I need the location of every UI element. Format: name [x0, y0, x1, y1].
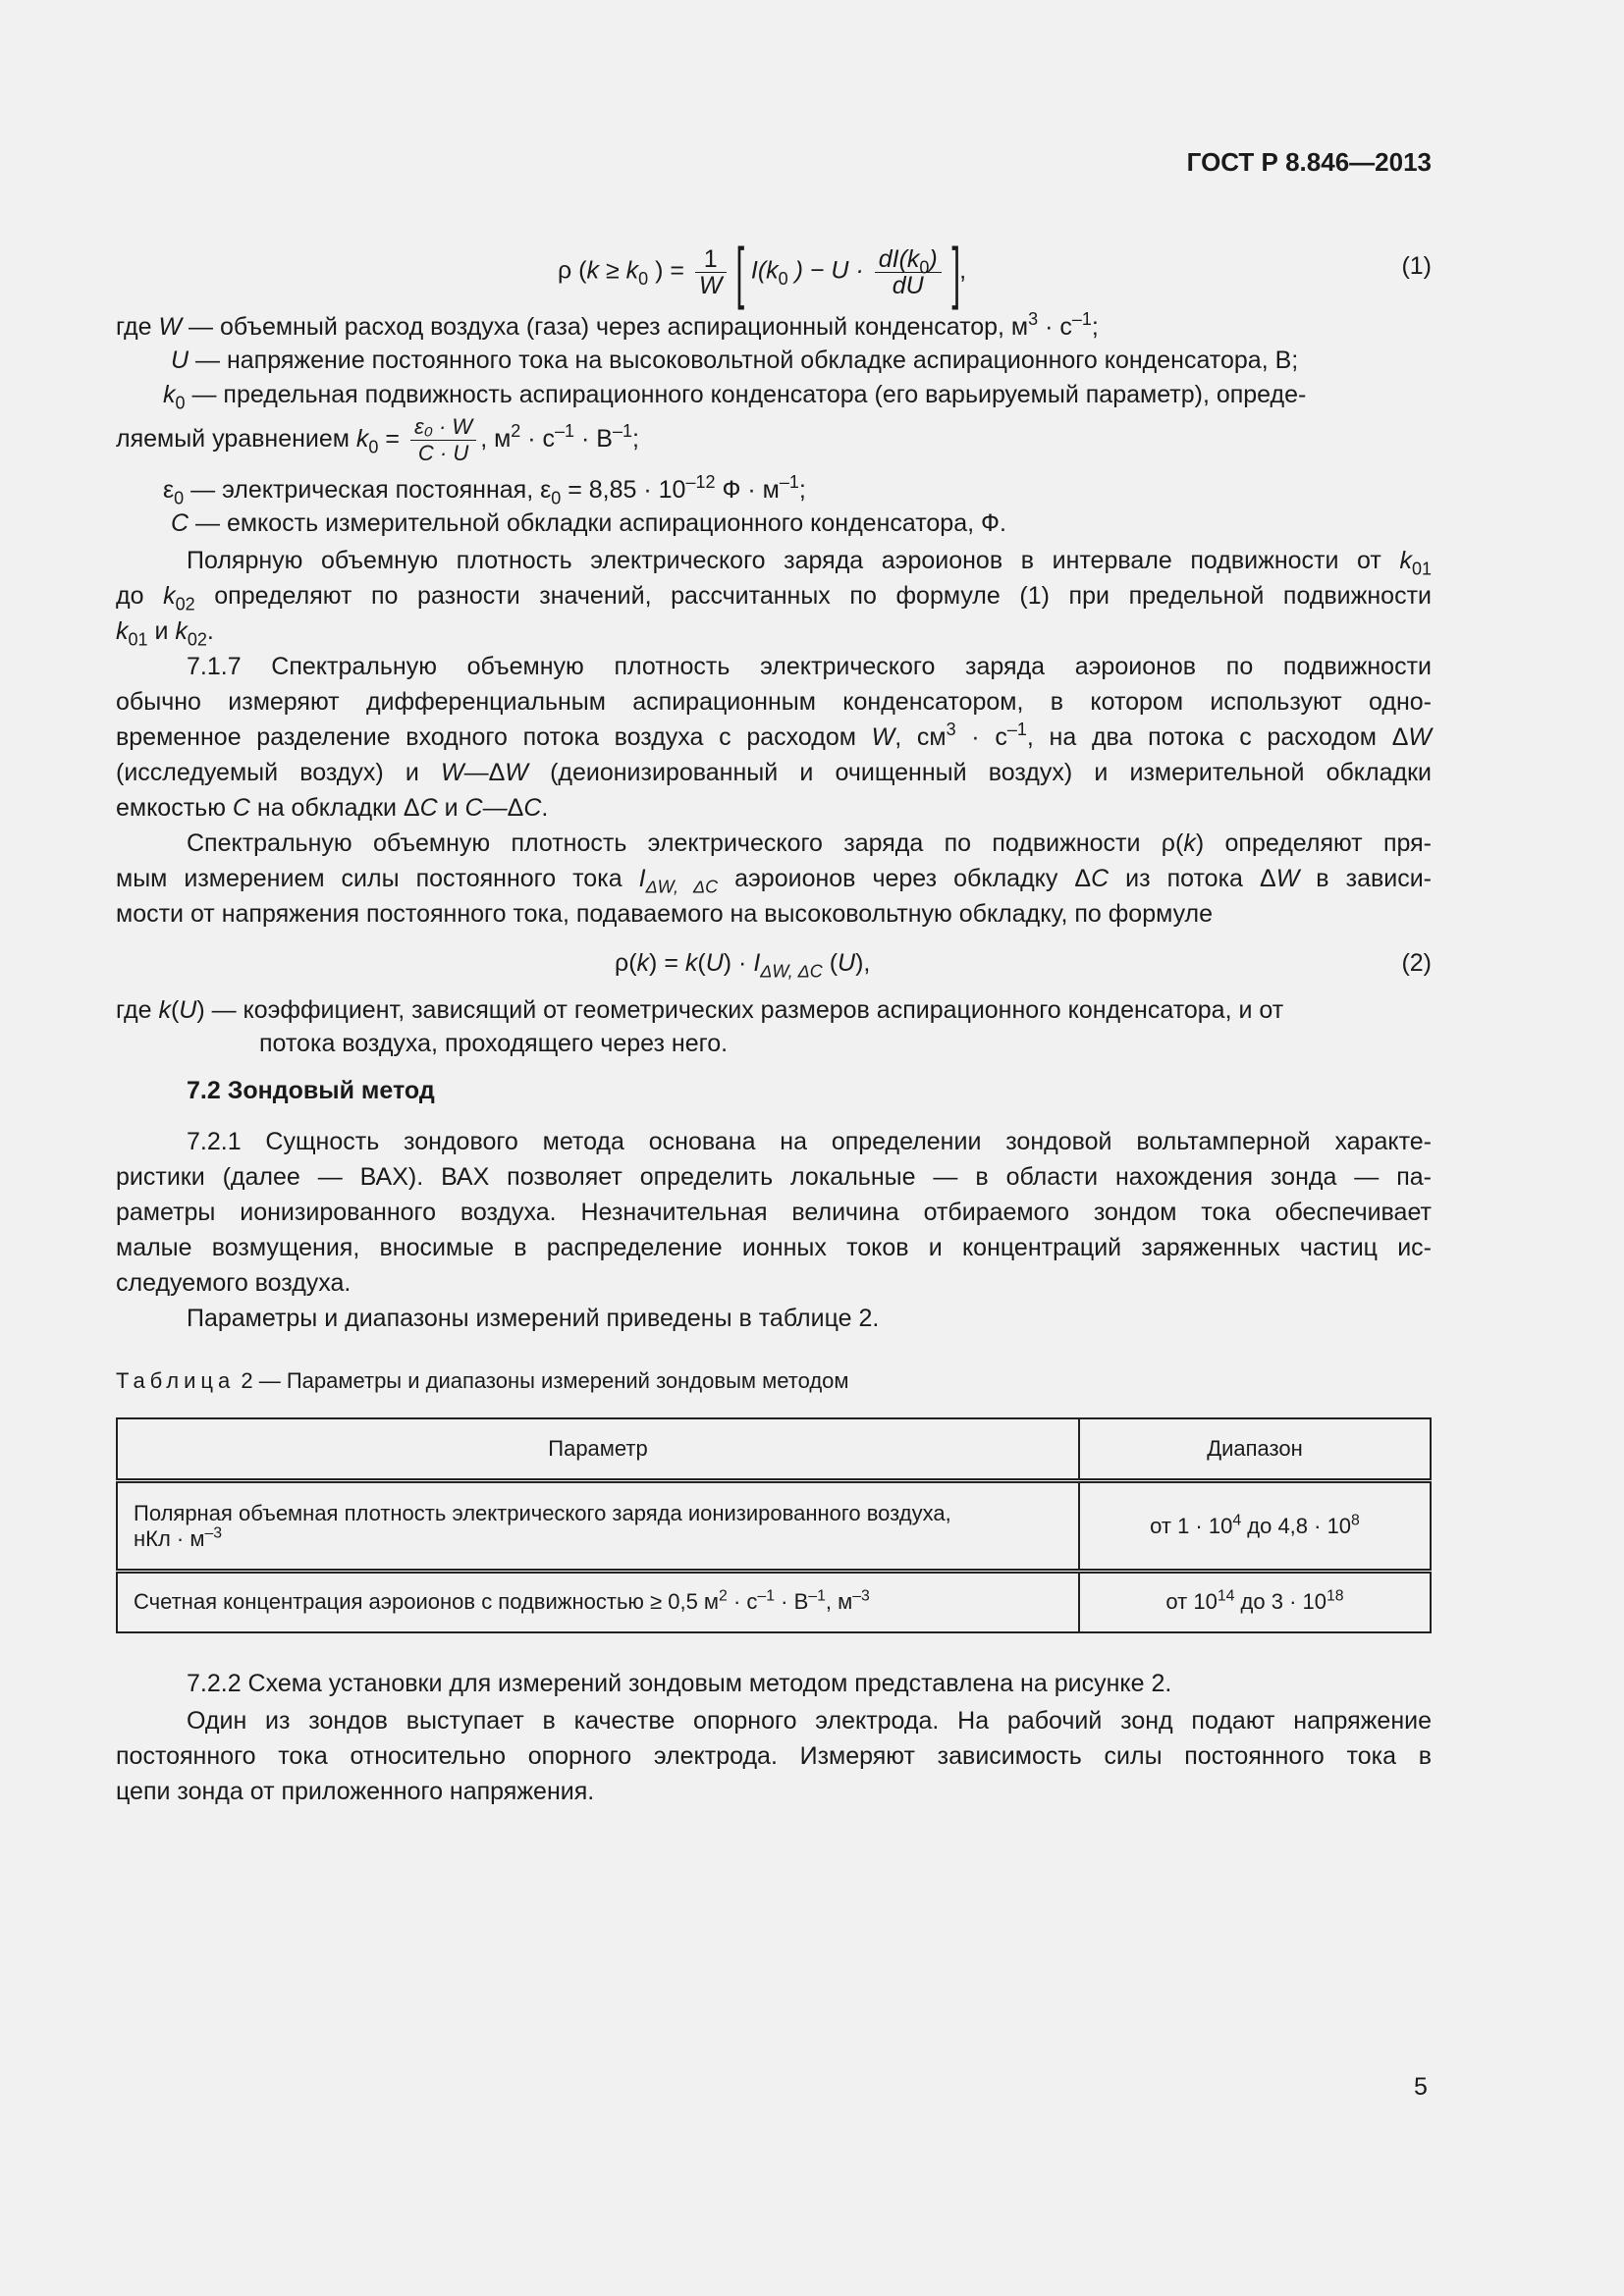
para-params: Параметры и диапазоны измерений приведены в таблице 2. — [187, 1305, 880, 1332]
table-cell-param: Полярная объемная плотность электрического заряда ионизированного воздуха, нКл · $м^{-3}$ — [117, 1481, 1079, 1572]
f1-fraction — [695, 246, 727, 298]
para-717-line2: обычно измеряют дифференциальным аспирационным конденсатором, в котором используют одно- — [116, 688, 1432, 716]
para-717-line1: 7.1.7 Спектральную объемную плотность электрического заряда аэроионов по подвижности — [187, 653, 1432, 680]
table-cell-param: Счетная концентрация аэроионов с подвижностью ≥ 0,5 $м^2 \cdot с^{-1} \cdot В^{-1}$, $м^{-3}$ — [117, 1572, 1079, 1632]
legend-k0-equation: ляемый уравнением $k_0$ = $\frac{\text{ε₀ · W}}{C \cdot U}$ , $м^2 \cdot с^{-1} \cdot В^{-1}$; — [116, 414, 639, 465]
para-spec-line1: Спектральную объемную плотность электрического заряда по подвижности ρ(k) определяют пря- — [187, 829, 1432, 857]
f1-frac-den: W — [698, 271, 723, 299]
legend-k-u: где k(U) — коэффициент, зависящий от геометрических размеров аспирационного конденсатора, и от — [116, 996, 1284, 1024]
table-header-range: Диапазон — [1079, 1418, 1431, 1481]
para-721-line4: малые возмущения, вносимые в распределение ионных токов и концентраций заряженных частиц ис- — [116, 1234, 1432, 1261]
formula-1-number: (1) — [1401, 252, 1432, 280]
f1-I: I — [750, 256, 758, 285]
f1-derivative — [875, 246, 942, 298]
table-cell-range: от $1 \cdot 10^4$ до $4,8 \cdot 10^8$ — [1079, 1481, 1431, 1572]
f1-I-arg: (k — [757, 256, 779, 285]
f1-d-num-sub: 0 — [919, 256, 930, 277]
legend-k-u-line2: потока воздуха, проходящего через него. — [259, 1030, 729, 1057]
para-721-line5: следуемого воздуха. — [116, 1269, 352, 1297]
f1-d-num: dI(k — [878, 244, 920, 273]
legend-w: где W — объемный расход воздуха (газа) через аспирационный конденсатор, $м^3 \cdot с^{-1}$; — [116, 309, 1099, 341]
para-717-line3: временное разделение входного потока воздуха с расходом W, $см^3 \cdot с^{-1}$, на два потока с расходом ΔW — [116, 720, 1432, 751]
k0-fraction: $\frac{\text{ε₀ · W}}{C \cdot U}$ — [410, 414, 476, 466]
formula-2-number: (2) — [1401, 949, 1432, 977]
para-spec-line3: мости от напряжения постоянного тока, подаваемого на высоковольтную обкладку, по формуле — [116, 900, 1214, 928]
f1-rho: ρ ( — [558, 256, 587, 285]
f1-I-arg-sub: 0 — [778, 268, 788, 289]
para-722-line3: постоянного тока относительно опорного электрода. Измеряют зависимость силы постоянного тока в — [116, 1742, 1432, 1770]
table-cell-range: от $10^{14}$ до $3 \cdot 10^{18}$ — [1079, 1572, 1431, 1632]
para-spec-line2: мым измерением силы постоянного тока $I_{\Delta W, \Delta C}$ аэроионов через обкладку ΔC из потока ΔW в зависи- — [116, 865, 1433, 897]
table-row — [117, 1481, 1431, 1572]
f1-tail: , — [959, 256, 967, 285]
formula-1 — [116, 232, 1432, 310]
f1-k: k — [586, 256, 599, 285]
document-header-id: ГОСТ Р 8.846—2013 — [1186, 147, 1432, 177]
table-header-param: Параметр — [117, 1418, 1079, 1481]
para-polar-line2: до $k_{02}$ определяют по разности значений, рассчитанных по формуле (1) при предельной подвижности — [116, 582, 1432, 614]
f1-k0: k — [625, 256, 639, 285]
para-717-line5: емкостью C на обкладки ΔC и C—ΔC. — [116, 794, 549, 822]
f1-bracket-open: [ — [735, 234, 745, 310]
f1-frac-num: 1 — [695, 246, 727, 273]
f1-d-num-close: ) — [929, 244, 938, 273]
table-row — [117, 1572, 1431, 1632]
f1-I-arg-close: ) − U · — [787, 256, 871, 285]
para-722-line2: Один из зондов выступает в качестве опорного электрода. На рабочий зонд подают напряжение — [187, 1707, 1432, 1735]
para-717-line4: (исследуемый воздух) и W—ΔW (деионизированный и очищенный воздух) и измерительной обкладки — [116, 759, 1432, 786]
para-polar-line1: Полярную объемную плотность электрического заряда аэроионов в интервале подвижности от $k_{01}$ — [187, 547, 1432, 579]
f1-k0-sub: 0 — [638, 268, 649, 289]
para-721-line3: раметры ионизированного воздуха. Незначительная величина отбираемого зондом тока обеспечивает — [116, 1199, 1432, 1226]
table-header-row — [117, 1418, 1431, 1481]
legend-c: C — емкость измерительной обкладки аспирационного конденсатора, Ф. — [171, 509, 1006, 537]
f1-close: ) = — [648, 256, 691, 285]
legend-k0: $k_0$ — предельная подвижность аспирационного конденсатора (его варьируемый параметр), опреде- — [163, 381, 1307, 413]
f1-d-den: dU — [892, 271, 924, 299]
table-caption-text: 2 — Параметры и диапазоны измерений зондовым методом — [235, 1368, 849, 1393]
legend-eps: $\varepsilon_0$ — электрическая постоянная, $\varepsilon_0 = 8,85 \cdot 10^{-12}$ $Ф \cdot м^{-1}$; — [163, 472, 806, 508]
para-721-line1: 7.2.1 Сущность зондового метода основана на определении зондовой вольтамперной характе- — [187, 1128, 1432, 1155]
para-polar-line3: $k_{01}$ и $k_{02}$. — [116, 617, 214, 650]
legend-u: U — напряжение постоянного тока на высоковольтной обкладке аспирационного конденсатора, В; — [171, 347, 1299, 374]
f1-bracket-close: ] — [951, 234, 960, 310]
para-722-line4: цепи зонда от приложенного напряжения. — [116, 1778, 595, 1805]
table-2 — [116, 1417, 1432, 1633]
para-721-line2: ристики (далее — ВАХ). ВАХ позволяет определить локальные — в области нахождения зонда — па- — [116, 1163, 1432, 1191]
table-2-caption — [116, 1366, 1432, 1396]
f1-ge: ≥ — [599, 256, 626, 285]
page-number: 5 — [1414, 2073, 1428, 2101]
table-caption-label: Таблица — [116, 1368, 236, 1393]
para-722-line1: 7.2.2 Схема установки для измерений зондовым методом представлена на рисунке 2. — [187, 1670, 1172, 1697]
section-7-2-title: 7.2 Зондовый метод — [187, 1077, 435, 1104]
